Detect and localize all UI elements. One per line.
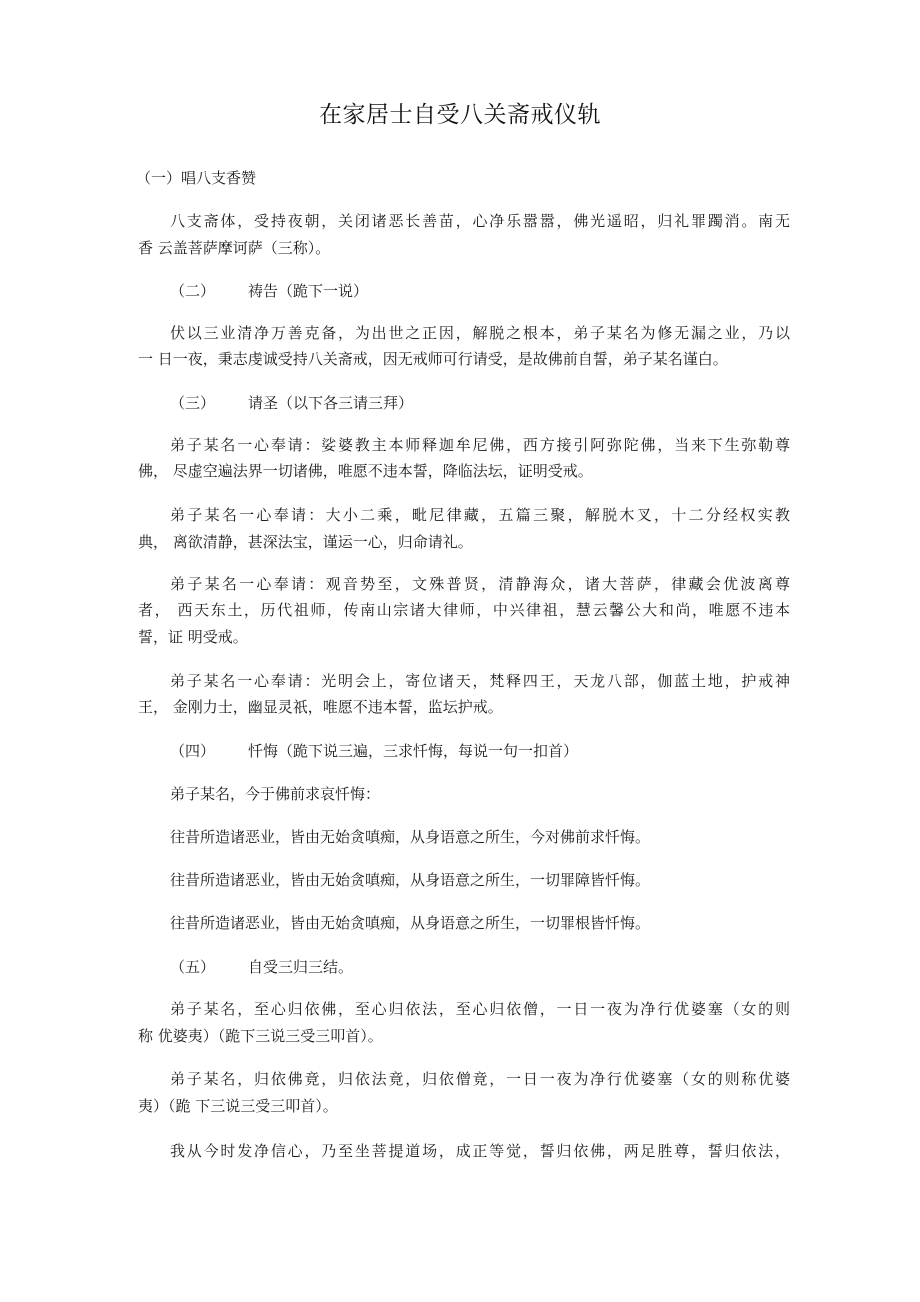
- paragraph-line: 弟子某名，归依佛竟，归依法竟，归依僧竟，一日一夜为净行优婆塞（女的则称优婆: [170, 1070, 790, 1088]
- paragraph-line: 往昔所造诸恶业，皆由无始贪嗔痴，从身语意之所生，一切罪根皆忏悔。: [170, 914, 651, 932]
- section-title: 忏悔（跪下说三遍，三求忏悔，每说一句一扣首）: [248, 742, 579, 760]
- section-number: （三）: [170, 394, 216, 412]
- paragraph-line: 弟子某名一心奉请：大小二乘，毗尼律藏，五篇三聚，解脱木叉，十二分经权实教: [170, 506, 790, 524]
- paragraph-line: 我从今时发净信心，乃至坐菩提道场，成正等觉，誓归依佛，两足胜尊，誓归依法，: [170, 1142, 790, 1160]
- section-heading-2: [170, 279, 822, 303]
- paragraph-line: 夷）（跪 下三说三受三叩首）。: [138, 1097, 338, 1115]
- paragraph-line: 往昔所造诸恶业，皆由无始贪嗔痴，从身语意之所生，今对佛前求忏悔。: [170, 828, 651, 846]
- section-heading-4: [170, 739, 822, 763]
- document-title: 在家居士自受八关斋戒仪轨: [319, 102, 601, 128]
- section-heading-3: [170, 391, 822, 415]
- paragraph-line: 伏以三业清净万善克备，为出世之正因，解脱之根本，弟子某名为修无漏之业，乃以: [170, 324, 790, 342]
- paragraph-line: 称 优婆夷）（跪下三说三受三叩首）。: [138, 1027, 383, 1045]
- paragraph-line: 弟子某名，至心归依佛，至心归依法，至心归依僧，一日一夜为净行优婆塞（女的则: [170, 1000, 790, 1018]
- section-heading-5: [170, 955, 822, 979]
- paragraph-line: 香 云盖菩萨摩诃萨（三称）。: [138, 239, 331, 257]
- paragraph-line: 王， 金刚力士，幽显灵祇，唯愿不违本誓，监坛护戒。: [138, 698, 503, 716]
- paragraph-line: 弟子某名，今于佛前求哀忏悔：: [170, 785, 381, 803]
- section-number: （四）: [170, 742, 216, 760]
- section-heading-1: （一）唱八支香赞: [136, 169, 257, 187]
- section-title: 请圣（以下各三请三拜）: [248, 394, 414, 412]
- paragraph-line: 弟子某名一心奉请：光明会上，寄位诸天，梵释四王，天龙八部，伽蓝土地，护戒神: [170, 672, 790, 690]
- paragraph-line: 弟子某名一心奉请：观音势至，文殊普贤，清静海众，诸大菩萨，律藏会优波离尊: [170, 575, 790, 593]
- paragraph-line: 弟子某名一心奉请：娑婆教主本师释迦牟尼佛，西方接引阿弥陀佛，当来下生弥勒尊: [170, 436, 790, 454]
- paragraph-line: 典， 离欲清静，甚深法宝，谨运一心，归命请礼。: [138, 533, 473, 551]
- paragraph-line: 佛， 尽虚空遍法界一切诸佛，唯愿不违本誓，降临法坛，证明受戒。: [138, 462, 593, 480]
- section-number: （五）: [170, 958, 216, 976]
- paragraph-line: 往昔所造诸恶业，皆由无始贪嗔痴，从身语意之所生，一切罪障皆忏悔。: [170, 871, 651, 889]
- section-title: 祷告（跪下一说）: [248, 282, 369, 300]
- paragraph-line: 八支斋体，受持夜朝，关闭诸恶长善苗，心净乐嚣嚣，佛光遥昭，归礼罪躅消。南无: [170, 212, 790, 230]
- section-number: （二）: [170, 282, 216, 300]
- paragraph-line: 者， 西天东土，历代祖师，传南山宗诸大律师，中兴律祖，慧云馨公大和尚，唯愿不违本: [138, 601, 790, 619]
- paragraph-line: 誓，证 明受戒。: [138, 628, 248, 646]
- paragraph-line: 一 日一夜，秉志虔诚受持八关斋戒，因无戒师可行请受，是故佛前自誓，弟子某名谨白。: [138, 350, 728, 368]
- section-title: 自受三归三结。: [248, 958, 354, 976]
